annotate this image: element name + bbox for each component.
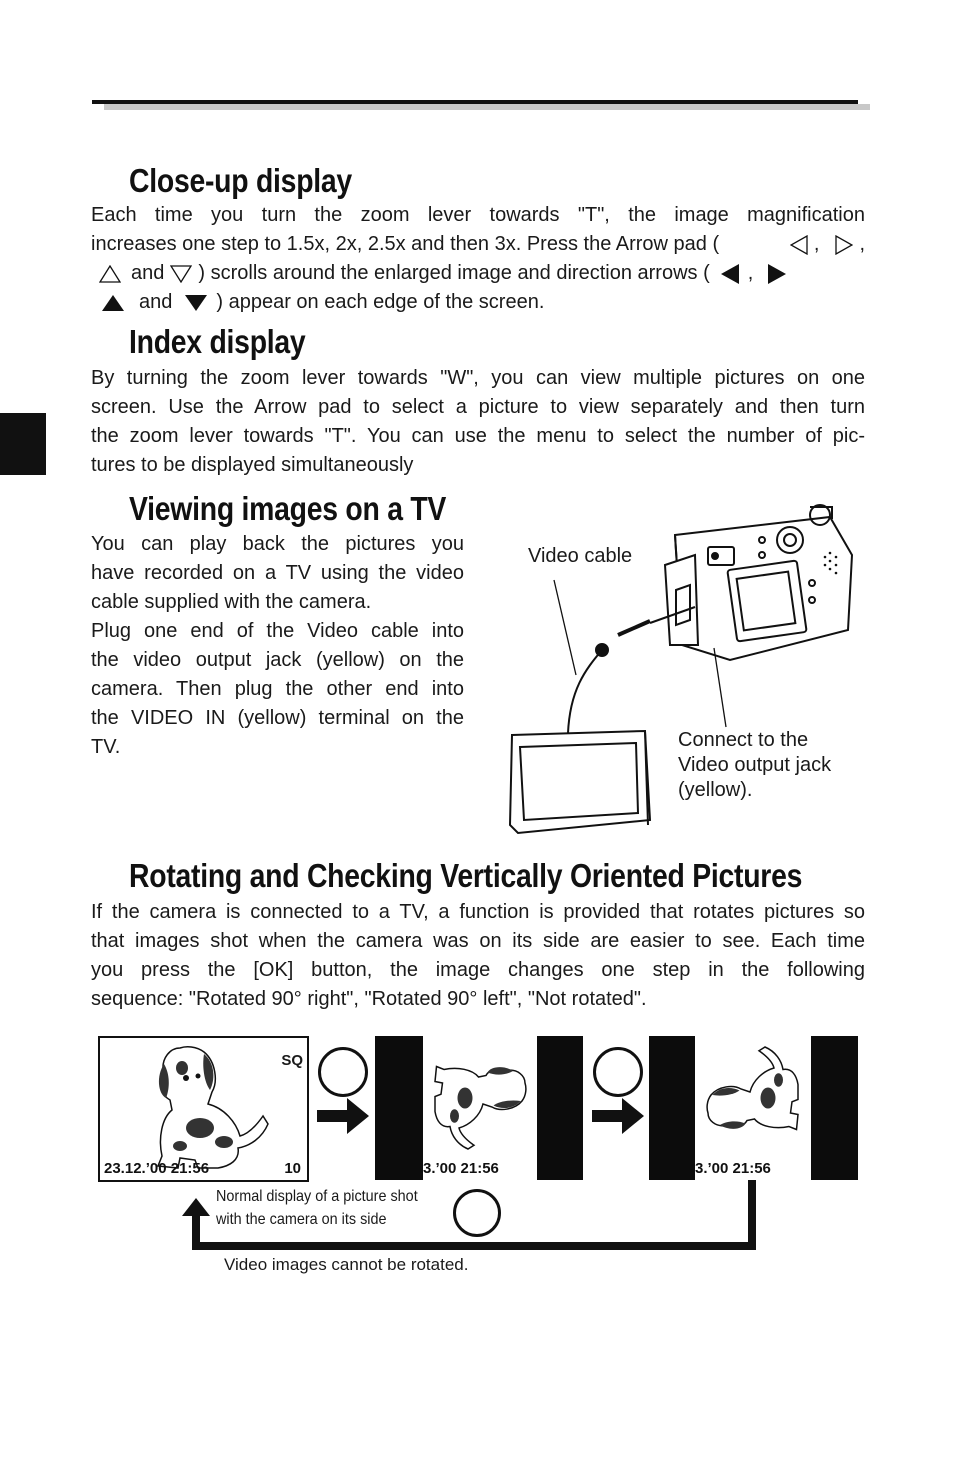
tv-line-6: camera. Then plug the other end into bbox=[91, 678, 464, 700]
right-filled-triangle-icon bbox=[767, 263, 787, 285]
tv-title: Viewing images on a TV bbox=[129, 490, 447, 527]
rotate-title: Rotating and Checking Vertically Oriented Pictures bbox=[129, 857, 803, 894]
dog-picture bbox=[100, 1038, 307, 1180]
close-up-line-4: ) appear on each edge of the screen. bbox=[216, 291, 545, 313]
quality-indicator: SQ bbox=[281, 1052, 303, 1069]
up-filled-triangle-icon bbox=[101, 294, 125, 312]
close-up-line-1: Each time you turn the zoom lever towards "T", the image magnification bbox=[91, 204, 865, 226]
header-rule bbox=[92, 100, 858, 104]
tv-illustration bbox=[510, 731, 650, 833]
close-up-line-2: increases one step to 1.5x, 2x, 2.5x and then 3x. Press the Arrow pad ( bbox=[91, 233, 720, 255]
screen3-timestamp: 3.’00 21:56 bbox=[695, 1160, 771, 1177]
up-outline-triangle-icon bbox=[99, 265, 121, 283]
footnote-video: Video images cannot be rotated. bbox=[224, 1255, 469, 1274]
header-rule-shadow bbox=[104, 104, 870, 110]
close-up-comma-2: , bbox=[859, 233, 865, 255]
rotate-body bbox=[91, 898, 865, 1014]
tv-line-7: the VIDEO IN (yellow) terminal on the bbox=[91, 707, 464, 729]
index-line-1: By turning the zoom lever towards "W", you can view multiple pictures on one bbox=[91, 367, 865, 389]
ok-button-icon-3 bbox=[453, 1189, 501, 1237]
tv-line-8: TV. bbox=[91, 736, 121, 758]
jack-label-line-3: (yellow). bbox=[678, 779, 753, 801]
index-line-3: the zoom lever towards "T". You can use the menu to select the number of pic- bbox=[91, 425, 865, 447]
close-up-body bbox=[91, 201, 865, 317]
screen-rotated-right bbox=[375, 1036, 583, 1180]
index-line-2: screen. Use the Arrow pad to select a picture to view separately and then turn bbox=[91, 396, 865, 418]
index-title: Index display bbox=[129, 323, 306, 360]
rotate-line-4: sequence: "Rotated 90° right", "Rotated 90° left", "Not rotated". bbox=[91, 988, 647, 1010]
close-up-comma-1: , bbox=[813, 233, 820, 255]
index-line-4: tures to be displayed simultaneously bbox=[91, 454, 414, 476]
close-up-title: Close-up display bbox=[129, 162, 352, 199]
screen-not-rotated bbox=[98, 1036, 309, 1182]
tv-line-2: have recorded on a TV using the video bbox=[91, 562, 464, 584]
right-arrow-icon-1 bbox=[317, 1098, 369, 1134]
screen-rotated-left bbox=[649, 1036, 858, 1180]
tv-line-3: cable supplied with the camera. bbox=[91, 591, 372, 613]
camera-illustration bbox=[665, 505, 852, 660]
rotate-line-3: you press the [OK] button, the image changes one step in the following bbox=[91, 959, 865, 981]
tv-body bbox=[91, 530, 464, 762]
right-outline-triangle-icon bbox=[835, 235, 853, 255]
frame-number: 10 bbox=[284, 1160, 301, 1177]
video-cable-label: Video cable bbox=[528, 545, 633, 567]
jack-label-line-1: Connect to the bbox=[678, 729, 809, 751]
left-filled-triangle-icon bbox=[720, 263, 740, 285]
jack-label-line-2: Video output jack bbox=[678, 754, 832, 776]
right-arrow-icon-2 bbox=[592, 1098, 644, 1134]
close-up-comma-3: , bbox=[747, 262, 754, 284]
close-up-line-3: ) scrolls around the enlarged image and direction arrows ( bbox=[198, 262, 710, 284]
tv-line-5: the video output jack (yellow) on the bbox=[91, 649, 464, 671]
tv-line-1: You can play back the pictures you bbox=[91, 533, 464, 555]
chapter-edge-tab bbox=[0, 413, 46, 475]
rotate-line-1: If the camera is connected to a TV, a function is provided that rotates pictures so bbox=[91, 901, 865, 923]
note-line-1: Normal display of a picture shot bbox=[216, 1188, 418, 1205]
screen2-timestamp: 3.’00 21:56 bbox=[423, 1160, 499, 1177]
dog-rotated-right-picture bbox=[423, 1036, 537, 1180]
tv-line-4: Plug one end of the Video cable into bbox=[91, 620, 464, 642]
left-outline-triangle-icon bbox=[790, 235, 808, 255]
screen1-timestamp: 23.12.’00 21:56 bbox=[104, 1160, 210, 1177]
rotate-line-2: that images shot when the camera was on its side are easier to see. Each time bbox=[91, 930, 865, 952]
ok-button-icon-1 bbox=[318, 1047, 368, 1097]
close-up-and-1: and bbox=[131, 262, 165, 284]
ok-button-icon-2 bbox=[593, 1047, 643, 1097]
down-outline-triangle-icon bbox=[170, 265, 192, 283]
down-filled-triangle-icon bbox=[184, 294, 208, 312]
dog-rotated-left-picture bbox=[695, 1036, 811, 1180]
camera-tv-illustration bbox=[490, 495, 870, 845]
close-up-and-2: and bbox=[139, 291, 173, 313]
note-line-2: with the camera on its side bbox=[216, 1211, 387, 1228]
index-body bbox=[91, 364, 865, 480]
